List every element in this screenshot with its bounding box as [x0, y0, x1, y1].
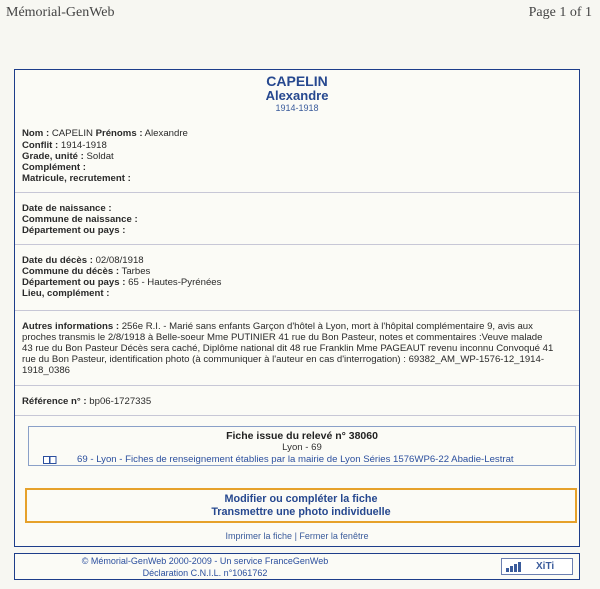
field-nom	[22, 128, 188, 139]
person-first-name: Alexandre	[265, 88, 329, 103]
divider	[15, 192, 579, 193]
xiti-bars-icon	[506, 562, 522, 572]
field-grade	[22, 151, 114, 162]
fiche-source-link[interactable]: 69 - Lyon - Fiches de renseignement établies par la mairie de Lyon Séries 1576WP6-22 Abadie-Lestrat	[77, 454, 514, 465]
autres-line: proches transmis le 2/8/1918 à Belle-soeur Mme PUTINIER 41 rue du Bon Pasteur, notes et commentaires :Veuve malade	[22, 332, 543, 343]
grade-label: Grade, unité :	[22, 151, 84, 162]
xiti-label: XiTi	[536, 561, 555, 572]
field-birth-dept	[22, 225, 125, 236]
autres-line: 43 rue du Bon Pasteur Décès sera caché, Diplôme national dit 48 rue Franklin Mme PAGEAUT revenu inconnu Convoqué 41	[22, 343, 554, 354]
field-death-lieu	[22, 288, 109, 299]
fiche-source-box	[28, 426, 576, 466]
reference-value: bp06-1727335	[89, 396, 152, 407]
record-card	[14, 69, 580, 547]
fiche-place: Lyon - 69	[282, 442, 322, 453]
death-commune-value: Tarbes	[121, 266, 151, 277]
person-years: 1914-1918	[275, 103, 319, 113]
close-window-link[interactable]: Fermer la fenêtre	[299, 531, 369, 541]
divider	[15, 415, 579, 416]
person-last-name: CAPELIN	[266, 73, 328, 89]
header-page: Page 1 of 1	[528, 5, 592, 20]
autres-label: Autres informations :	[22, 321, 120, 332]
conflit-label: Conflit :	[22, 140, 59, 151]
modify-fiche-link[interactable]: Modifier ou compléter la fiche	[224, 493, 378, 505]
birth-dept-label: Département ou pays :	[22, 225, 126, 236]
autres-line: 256e R.I. - Marié sans enfants Garçon d'hôtel à Lyon, mort à l'hôpital complémentaire 9, avis aux	[121, 321, 533, 332]
reference-label: Référence n° :	[22, 396, 87, 407]
matricule-label: Matricule, recrutement :	[22, 173, 131, 184]
divider	[15, 244, 579, 245]
birth-date-label: Date de naissance :	[22, 203, 112, 214]
footer	[14, 553, 580, 580]
fiche-title: Fiche issue du relevé n° 38060	[226, 430, 378, 442]
field-death-date	[22, 255, 144, 266]
autres-informations	[22, 321, 570, 376]
prenoms-value: Alexandre	[144, 128, 188, 139]
death-dept-label: Département ou pays :	[22, 277, 126, 288]
divider	[15, 310, 579, 311]
nom-value: CAPELIN	[51, 128, 93, 139]
death-commune-label: Commune du décès :	[22, 266, 120, 277]
field-death-commune	[22, 266, 150, 277]
field-birth-date	[22, 203, 112, 214]
print-close-bar	[15, 531, 579, 541]
footer-cnil: Déclaration C.N.I.L. n°1061762	[142, 568, 268, 578]
send-photo-link[interactable]: Transmettre une photo individuelle	[211, 506, 391, 518]
modif-box	[25, 488, 577, 523]
field-death-dept	[22, 277, 221, 288]
print-link[interactable]: Imprimer la fiche	[225, 531, 293, 541]
book-icon	[43, 456, 57, 464]
field-reference	[22, 396, 151, 407]
death-lieu-label: Lieu, complément :	[22, 288, 110, 299]
prenoms-label: Prénoms :	[95, 128, 143, 139]
divider	[15, 385, 579, 386]
grade-value: Soldat	[86, 151, 114, 162]
death-date-value: 02/08/1918	[95, 255, 144, 266]
field-matricule	[22, 173, 131, 184]
actions-separator: |	[294, 531, 297, 541]
birth-commune-label: Commune de naissance :	[22, 214, 138, 225]
conflit-value: 1914-1918	[60, 140, 107, 151]
footer-copyright[interactable]: © Mémorial-GenWeb 2000-2009 - Un service FranceGenWeb	[81, 556, 329, 566]
field-conflit	[22, 140, 107, 151]
autres-line: rue du Bon Pasteur, identification photo (à communiquer à l'auteur en cas d'interrogation) : 69382_AM_WP-1576-12_1914-	[22, 354, 545, 365]
nom-label: Nom :	[22, 128, 50, 139]
field-birth-commune	[22, 214, 138, 225]
death-date-label: Date du décès :	[22, 255, 93, 266]
autres-line: 1918_0386	[22, 365, 71, 376]
header-site: Mémorial-GenWeb	[6, 5, 115, 20]
xiti-badge[interactable]	[501, 558, 573, 575]
death-dept-value: 65 - Hautes-Pyrénées	[128, 277, 222, 288]
field-complement	[22, 162, 86, 173]
complement-label: Complément :	[22, 162, 86, 173]
